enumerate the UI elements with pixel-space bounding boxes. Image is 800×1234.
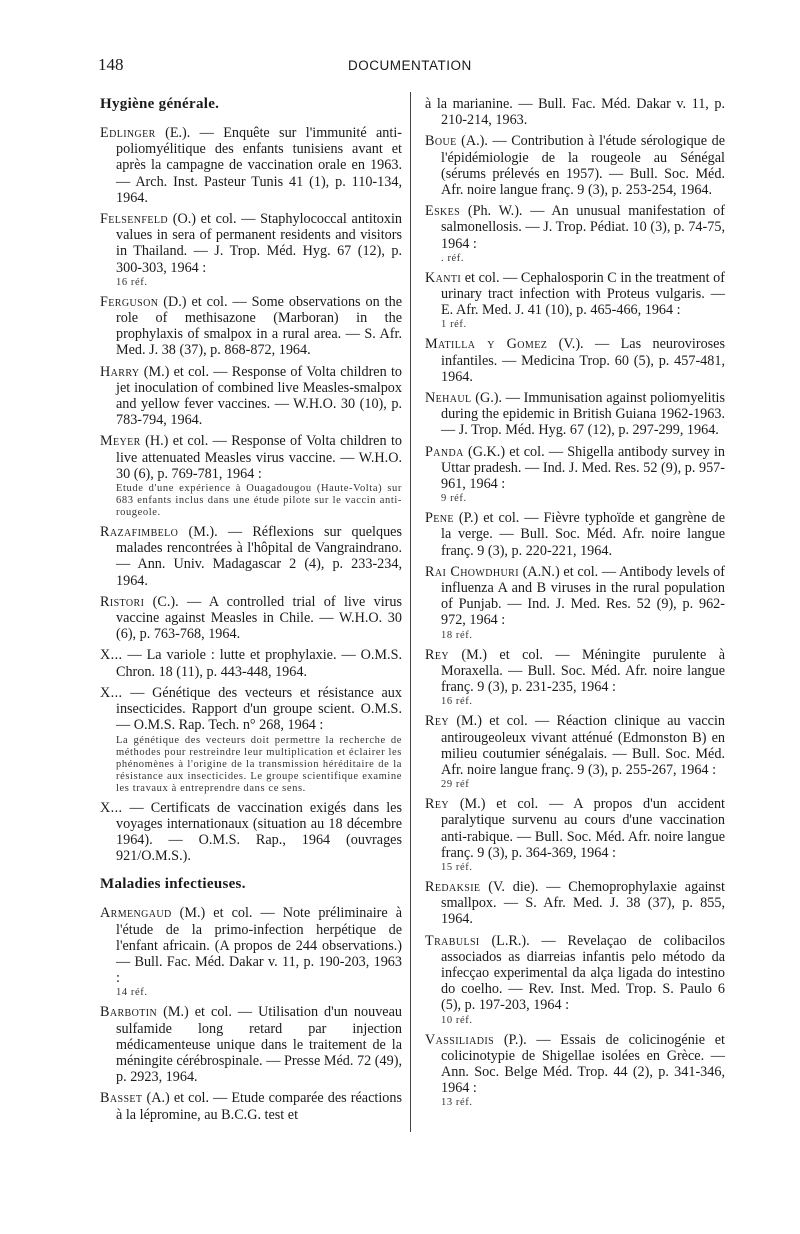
hygiene-entries	[100, 125, 402, 864]
reference-entry	[100, 905, 402, 999]
reference-author: Trabulsi	[425, 932, 480, 949]
reference-author: Ristori	[100, 593, 145, 610]
reference-author: Nehaul	[425, 390, 472, 407]
reference-author: Edlinger	[100, 125, 156, 141]
reference-text: (L.R.). — Revelaçao de colibacilos associados as diarreias infantis pelo método da infecçao experimental da alça ligada do intestino do coelho. — Rev. Inst. Med. Trop. S. Paulo 6 (5), p. 197-203, 1964 :	[441, 932, 725, 1014]
reference-entry	[425, 270, 725, 332]
reference-text: à la marianine. — Bull. Fac. Méd. Dakar v. 11, p. 210-214, 1963.	[425, 96, 725, 129]
reference-note: 13 réf.	[441, 1097, 473, 1109]
reference-note: 16 réf.	[116, 276, 148, 288]
reference-entry	[425, 133, 725, 198]
reference-author: Eskes	[425, 203, 461, 220]
reference-author: Harry	[100, 363, 140, 380]
reference-text: (C.). — A controlled trial of live virus vaccine against Measles in Chile. — W.H.O. 30 (6), p. 763-768, 1964.	[116, 593, 402, 643]
reference-text: (M.) et col. — Utilisation d'un nouveau sulfamide long retard par injection médicamenteuse unique dans le traitement de la méningite cérébrospinale. — Presse Méd. 72 (49), p. 2923, 1964.	[116, 1004, 402, 1086]
reference-author: Basset	[100, 1090, 143, 1107]
reference-author: Razafimbelo	[100, 524, 179, 541]
reference-text: (G.). — Immunisation against poliomyelitis during the epidemic in British Guiana 1962-1963. — J. Trop. Méd. Hyg. 67 (12), p. 297-299, 1964.	[441, 390, 725, 439]
reference-text: et col. — Cephalosporin C in the treatment of urinary tract infection with Proteus vulgaris. — E. Afr. Med. J. 41 (10), p. 465-466, 1964 :	[441, 269, 725, 319]
reference-entry	[100, 433, 402, 519]
reference-entry	[425, 879, 725, 928]
reference-text: (O.) et col. — Staphylococcal antitoxin values in sera of permanent residents and visitors in Thailand. — J. Trop. Méd. Hyg. 67 (12), p. 300-303, 1964 :	[116, 211, 402, 276]
reference-text: (M.) et col. — Méningite purulente à Moraxella. — Bull. Soc. Méd. Afr. noire langue franç. 9 (3), p. 231-235, 1964 :	[441, 646, 725, 696]
reference-text: — Génétique des vecteurs et résistance aux insecticides. Rapport d'un groupe scient. O.M.S. — O.M.S. Rap. Tech. n° 268, 1964 :	[116, 684, 402, 734]
reference-entry	[425, 1032, 725, 1110]
page-number: 148	[98, 55, 124, 74]
reference-note: 14 réf.	[116, 987, 148, 999]
section-heading-infectious-diseases: Maladies infectieuses.	[100, 876, 246, 893]
reference-text: (E.). — Enquête sur l'immunité anti-poliomyélitique des enfants tunisiens avant et après la campagne de vaccination orale en 1963. — Arch. Inst. Pasteur Tunis 41 (1), p. 110-134, 1964.	[116, 125, 402, 206]
reference-entry	[425, 203, 725, 265]
column-divider	[410, 92, 411, 1132]
reference-entry	[425, 796, 725, 874]
reference-entry	[100, 800, 402, 865]
right-column-entries	[425, 96, 725, 1109]
reference-entry	[425, 444, 725, 506]
reference-text: (G.K.) et col. — Shigella antibody survey in Uttar pradesh. — Ind. J. Med. Res. 52 (9), p. 957-961, 1964 :	[441, 443, 725, 493]
reference-entry	[100, 364, 402, 429]
reference-text: (P.). — Essais de colicinogénie et colicinotypie de Shigellae isolées en Grèce. — Ann. Soc. Belge Méd. Trop. 44 (2), p. 341-346, 1964 :	[441, 1031, 725, 1097]
reference-author: Pene	[425, 510, 454, 527]
reference-entry	[425, 336, 725, 385]
infectious-disease-entries	[100, 905, 402, 1122]
reference-author: Meyer	[100, 433, 141, 450]
reference-text: (Ph. W.). — An unusual manifestation of salmonellosis. — J. Trop. Pédiat. 10 (3), p. 74-75, 1964 :	[441, 203, 725, 252]
reference-entry	[425, 510, 725, 559]
reference-note: 15 réf.	[441, 861, 473, 873]
reference-entry	[100, 211, 402, 289]
reference-author: Armengaud	[100, 905, 172, 922]
reference-text: (M.) et col. — Réaction clinique au vaccin antirougeoleux vivant atténué (Edmonston B) en milieu coutumier sénégalais. — Bull. Soc. Méd. Afr. noire langue franç. 9 (3), p. 255-267, 1964 :	[441, 713, 725, 778]
reference-author: Kanti	[425, 269, 462, 286]
reference-author: Panda	[425, 443, 464, 460]
reference-author: Vassiliadis	[425, 1031, 495, 1048]
reference-author: Rey	[425, 713, 449, 730]
reference-entry	[425, 933, 725, 1027]
reference-entry	[100, 647, 402, 679]
reference-author: Felsenfeld	[100, 211, 168, 228]
reference-text: (D.) et col. — Some observations on the role of methisazone (Marboran) in the prophylaxis of smalpox in a rural area. — S. Afr. Med. J. 38 (37), p. 868-872, 1964.	[116, 293, 402, 359]
reference-author: X...	[100, 799, 123, 816]
reference-text: (M.) et col. — Response of Volta children to jet inoculation of combined live Measles-smalpox and yellow fever vaccines. — W.H.O. 30 (10), p. 783-794, 1964.	[116, 363, 402, 429]
reference-entry	[100, 594, 402, 643]
reference-entry	[100, 1004, 402, 1085]
reference-text: (M.) et col. — A propos d'un accident paralytique survenu au cours d'une vaccination anti-rabique. — Bull. Soc. Méd. Afr. noire langue franç. 9 (3), p. 364-369, 1964 :	[441, 796, 725, 861]
reference-author: Rey	[425, 646, 449, 663]
reference-author: Boue	[425, 133, 457, 150]
reference-text: (M.). — Réflexions sur quelques malades rencontrées à l'hôpital de Vangraindrano. — Ann. Univ. Madagascar 2 (4), p. 233-234, 1964.	[116, 524, 402, 589]
reference-author: Ferguson	[100, 293, 159, 310]
reference-note: 10 réf.	[441, 1014, 473, 1026]
section-heading-hygiene: Hygiène générale.	[100, 96, 220, 112]
reference-text: (V. die). — Chemoprophylaxie against smallpox. — S. Afr. Med. J. 38 (37), p. 855, 1964.	[441, 878, 725, 928]
reference-note: . réf.	[441, 252, 465, 264]
reference-note: 16 réf.	[441, 696, 473, 708]
reference-text: (A.N.) et col. — Antibody levels of influenza A and B viruses in the rural population of Punjab. — Ind. J. Med. Res. 52 (9), p. 962-972, 1964 :	[441, 563, 725, 629]
reference-note: La génétique des vecteurs doit permettre la recherche de méthodes pour restreindre leur multiplication et éclairer les phénomènes à l'origine de la transmission héréditaire de la résistance aux insecticides. Le groupe scientifique examine les travaux à entreprendre dans ce sens.	[116, 734, 402, 794]
reference-entry	[100, 294, 402, 359]
reference-author: Matilla y Gomez	[425, 336, 548, 353]
reference-note: 29 réf	[441, 779, 470, 791]
reference-entry	[425, 713, 725, 791]
right-column	[425, 96, 725, 1114]
reference-note: 9 réf.	[441, 493, 467, 505]
reference-entry	[425, 96, 725, 128]
reference-text: (H.) et col. — Response of Volta children to live attenuated Measles virus vaccine. — W.H.O. 30 (6), p. 769-781, 1964 :	[116, 433, 402, 482]
reference-entry	[425, 564, 725, 642]
reference-author: X...	[100, 684, 123, 701]
reference-entry	[425, 647, 725, 709]
reference-entry	[100, 524, 402, 589]
reference-entry	[100, 1090, 402, 1122]
reference-entry	[425, 390, 725, 439]
reference-author: Rey	[425, 796, 449, 813]
running-head: DOCUMENTATION	[348, 58, 472, 73]
reference-text: (A.) et col. — Etude comparée des réactions à la lépromine, au B.C.G. test et	[116, 1090, 402, 1123]
reference-entry	[100, 685, 402, 795]
reference-text: (A.). — Contribution à l'étude sérologique de l'épidémiologie de la rougeole au Sénégal (sérums prélevés en 1957). — Bull. Soc. Méd. Afr. noire langue franç. 9 (3), p. 253-254, 1964.	[441, 133, 725, 199]
reference-text: (P.) et col. — Fièvre typhoïde et gangrène de la verge. — Bull. Soc. Méd. Afr. noire langue franç. 9 (3), p. 220-221, 1964.	[441, 510, 725, 559]
reference-note: 1 réf.	[441, 319, 467, 331]
reference-author: X...	[100, 647, 123, 664]
reference-author: Rai Chowdhuri	[425, 563, 519, 580]
reference-text: (M.) et col. — Note préliminaire à l'étude de la primo-infection herpétique de l'enfant africain. (A propos de 244 observations.) — Bull. Fac. Méd. Dakar v. 11, p. 190-203, 1963 :	[116, 905, 402, 987]
left-column	[100, 96, 402, 1128]
reference-text: — Certificats de vaccination exigés dans les voyages internationaux (situation au 18 décembre 1964). — O.M.S. Rap., 1964 (ouvrages 921/O.M.S.).	[116, 799, 402, 865]
reference-text: — La variole : lutte et prophylaxie. — O.M.S. Chron. 18 (11), p. 443-448, 1964.	[116, 647, 402, 680]
reference-author: Redaksie	[425, 878, 481, 895]
reference-note: 18 réf.	[441, 629, 473, 641]
reference-note: Etude d'une expérience à Ouagadougou (Haute-Volta) sur 683 enfants inclus dans une étude pilote sur le vaccin anti-rougeole.	[116, 483, 402, 519]
reference-author: Barbotin	[100, 1004, 158, 1021]
reference-entry	[100, 125, 402, 206]
reference-text: (V.). — Las neuroviroses infantiles. — Medicina Trop. 60 (5), p. 457-481, 1964.	[441, 336, 725, 385]
